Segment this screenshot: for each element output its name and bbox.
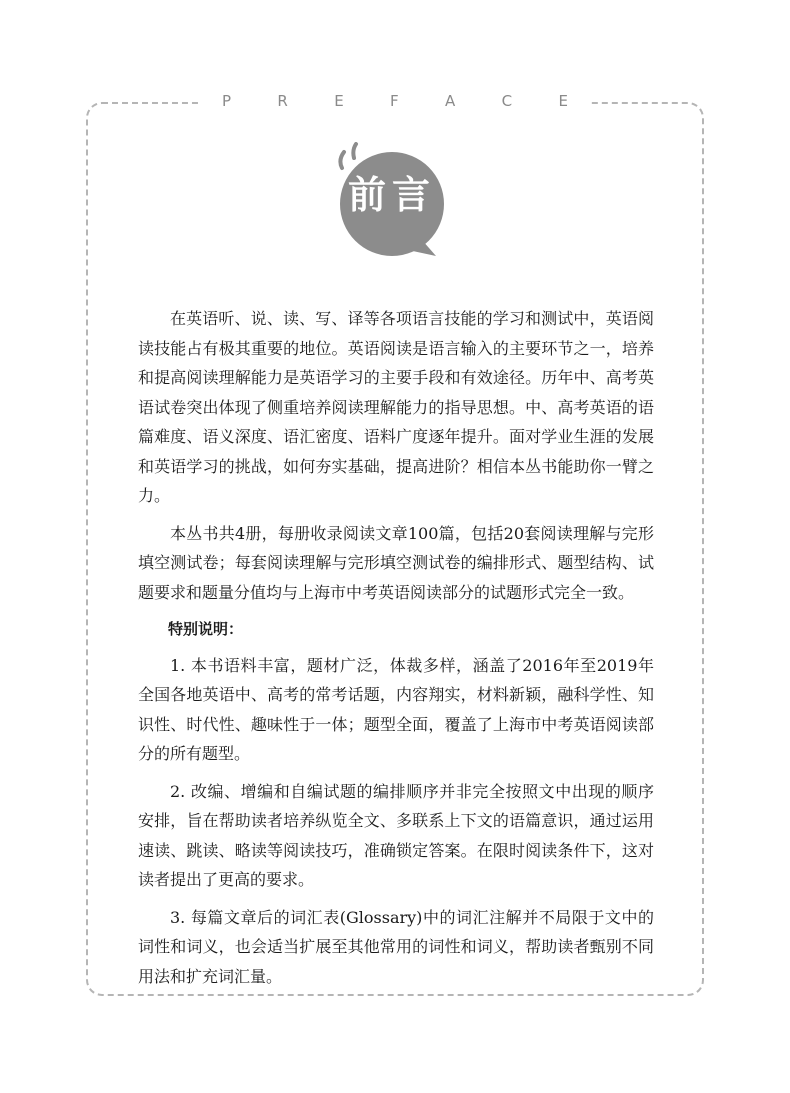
page-title: 前言 xyxy=(347,173,436,217)
note-item: 2. 改编、增编和自编试题的编排顺序并非完全按照文中出现的顺序安排，旨在帮助读者培养纵览全文、多联系上下文的语篇意识，通过运用速读、跳读、略读等阅读技巧，准确锁定答案。在限时阅读条件下，这对读者提出了更高的要求。 xyxy=(138,781,654,889)
preface-letter: F xyxy=(390,92,399,110)
note-item: 3. 每篇文章后的词汇表(Glossary)中的词汇注解并不局限于文中的词性和词义，也会适当扩展至其他常用的词性和词义，帮助读者甄别不同用法和扩充词汇量。 xyxy=(138,907,654,986)
paragraph: 本丛书共4册，每册收录阅读文章100篇，包括20套阅读理解与完形填空测试卷；每套阅读理解与完形填空测试卷的编排形式、题型结构、试题要求和题量分值均与上海市中考英语阅读部分的试题形式完全一致。 xyxy=(138,523,654,602)
note-item: 1. 本书语料丰富，题材广泛，体裁多样，涵盖了2016年至2019年全国各地英语中、高考的常考话题，内容翔实，材料新颖，融科学性、知识性、时代性、趣味性于一体；题型全面，覆盖了上海市中考英语阅读部分的所有题型。 xyxy=(138,655,654,763)
preface-letter: A xyxy=(445,92,456,110)
preface-letter: E xyxy=(334,92,344,110)
preface-letter: E xyxy=(558,92,568,110)
preface-header xyxy=(200,88,590,114)
preface-badge xyxy=(336,142,456,262)
paragraph: 在英语听、说、读、写、译等各项语言技能的学习和测试中，英语阅读技能占有极其重要的地位。英语阅读是语言输入的主要环节之一，培养和提高阅读理解能力是英语学习的主要手段和有效途径。历年中、高考英语试卷突出体现了侧重培养阅读理解能力的指导思想。中、高考英语的语篇难度、语义深度、语汇密度、语料广度逐年提升。面对学业生涯的发展和英语学习的挑战，如何夯实基础，提高进阶？相信本丛书能助你一臂之力。 xyxy=(138,309,654,505)
preface-letter: R xyxy=(277,92,288,110)
preface-letter: P xyxy=(222,92,232,110)
preface-body xyxy=(138,304,654,999)
notes-heading: 特别说明： xyxy=(168,620,244,638)
preface-letter: C xyxy=(501,92,513,110)
